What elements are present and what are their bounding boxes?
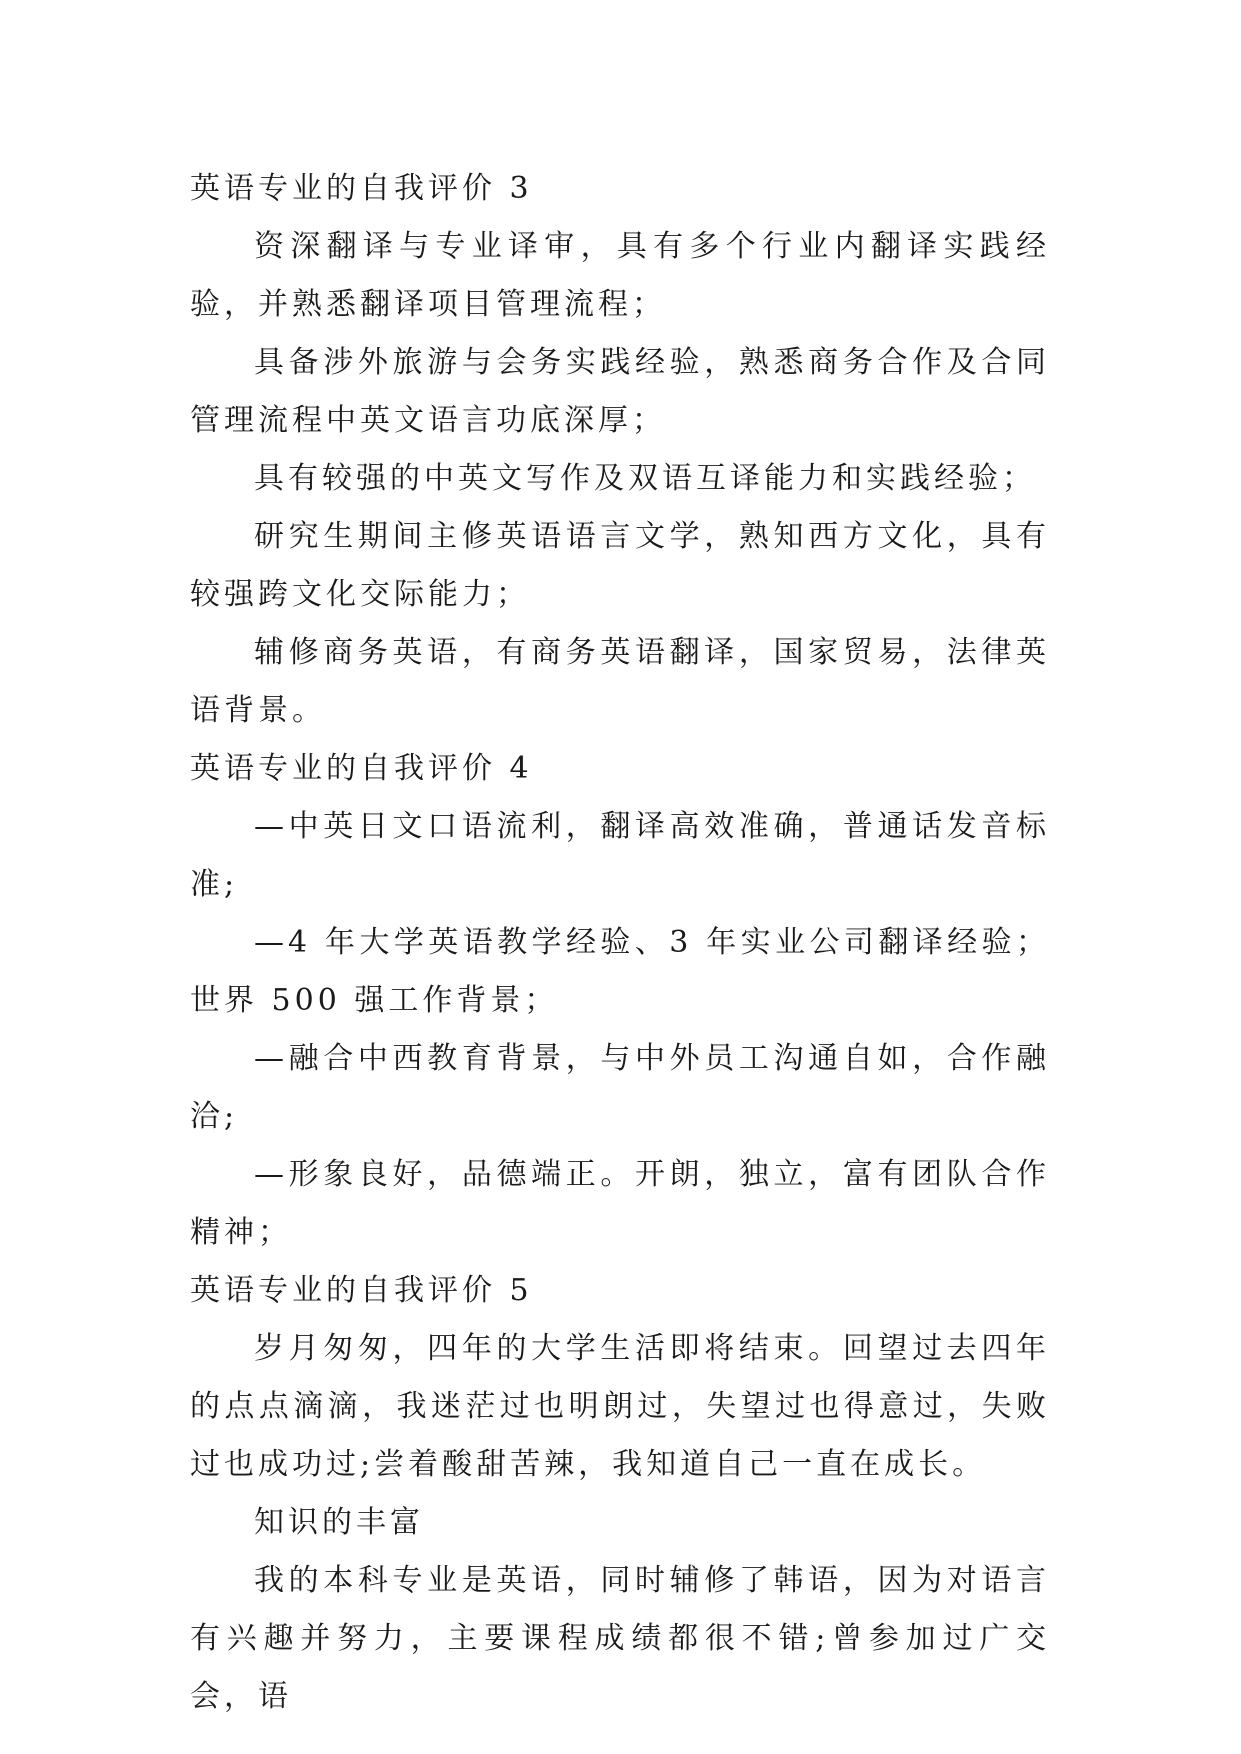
section-heading: 英语专业的自我评价 5 [190,1273,533,1308]
paragraph: —融合中西教育背景，与中外员工沟通自如，合作融洽; [190,1041,1050,1134]
paragraph: —形象良好，品德端正。开朗，独立，富有团队合作精神； [190,1157,1050,1250]
paragraph: 具有较强的中英文写作及双语互译能力和实践经验； [254,461,1036,496]
paragraph: 研究生期间主修英语语言文学，熟知西方文化，具有较强跨文化交际能力； [190,519,1050,612]
paragraph: 知识的丰富 [254,1505,424,1540]
section-heading: 英语专业的自我评价 4 [190,751,533,786]
paragraph: —中英日文口语流利，翻译高效准确，普通话发音标准; [190,809,1050,902]
section-4 [190,740,1050,1262]
paragraph: 资深翻译与专业译审，具有多个行业内翻译实践经验，并熟悉翻译项目管理流程； [190,229,1050,322]
section-3 [190,160,1050,740]
paragraph: —4 年大学英语教学经验、3 年实业公司翻译经验；世界 500 强工作背景； [190,925,1050,1018]
paragraph: 我的本科专业是英语，同时辅修了韩语，因为对语言有兴趣并努力，主要课程成绩都很不错;曾参加过广交会，语 [190,1563,1050,1714]
section-5 [190,1262,1050,1726]
section-heading: 英语专业的自我评价 3 [190,171,533,206]
document-body [190,160,1050,1726]
paragraph: 辅修商务英语，有商务英语翻译，国家贸易，法律英语背景。 [190,635,1050,728]
paragraph: 岁月匆匆，四年的大学生活即将结束。回望过去四年的点点滴滴，我迷茫过也明朗过，失望过也得意过，失败过也成功过;尝着酸甜苦辣，我知道自己一直在成长。 [190,1331,1050,1482]
paragraph: 具备涉外旅游与会务实践经验，熟悉商务合作及合同管理流程中英文语言功底深厚； [190,345,1050,438]
